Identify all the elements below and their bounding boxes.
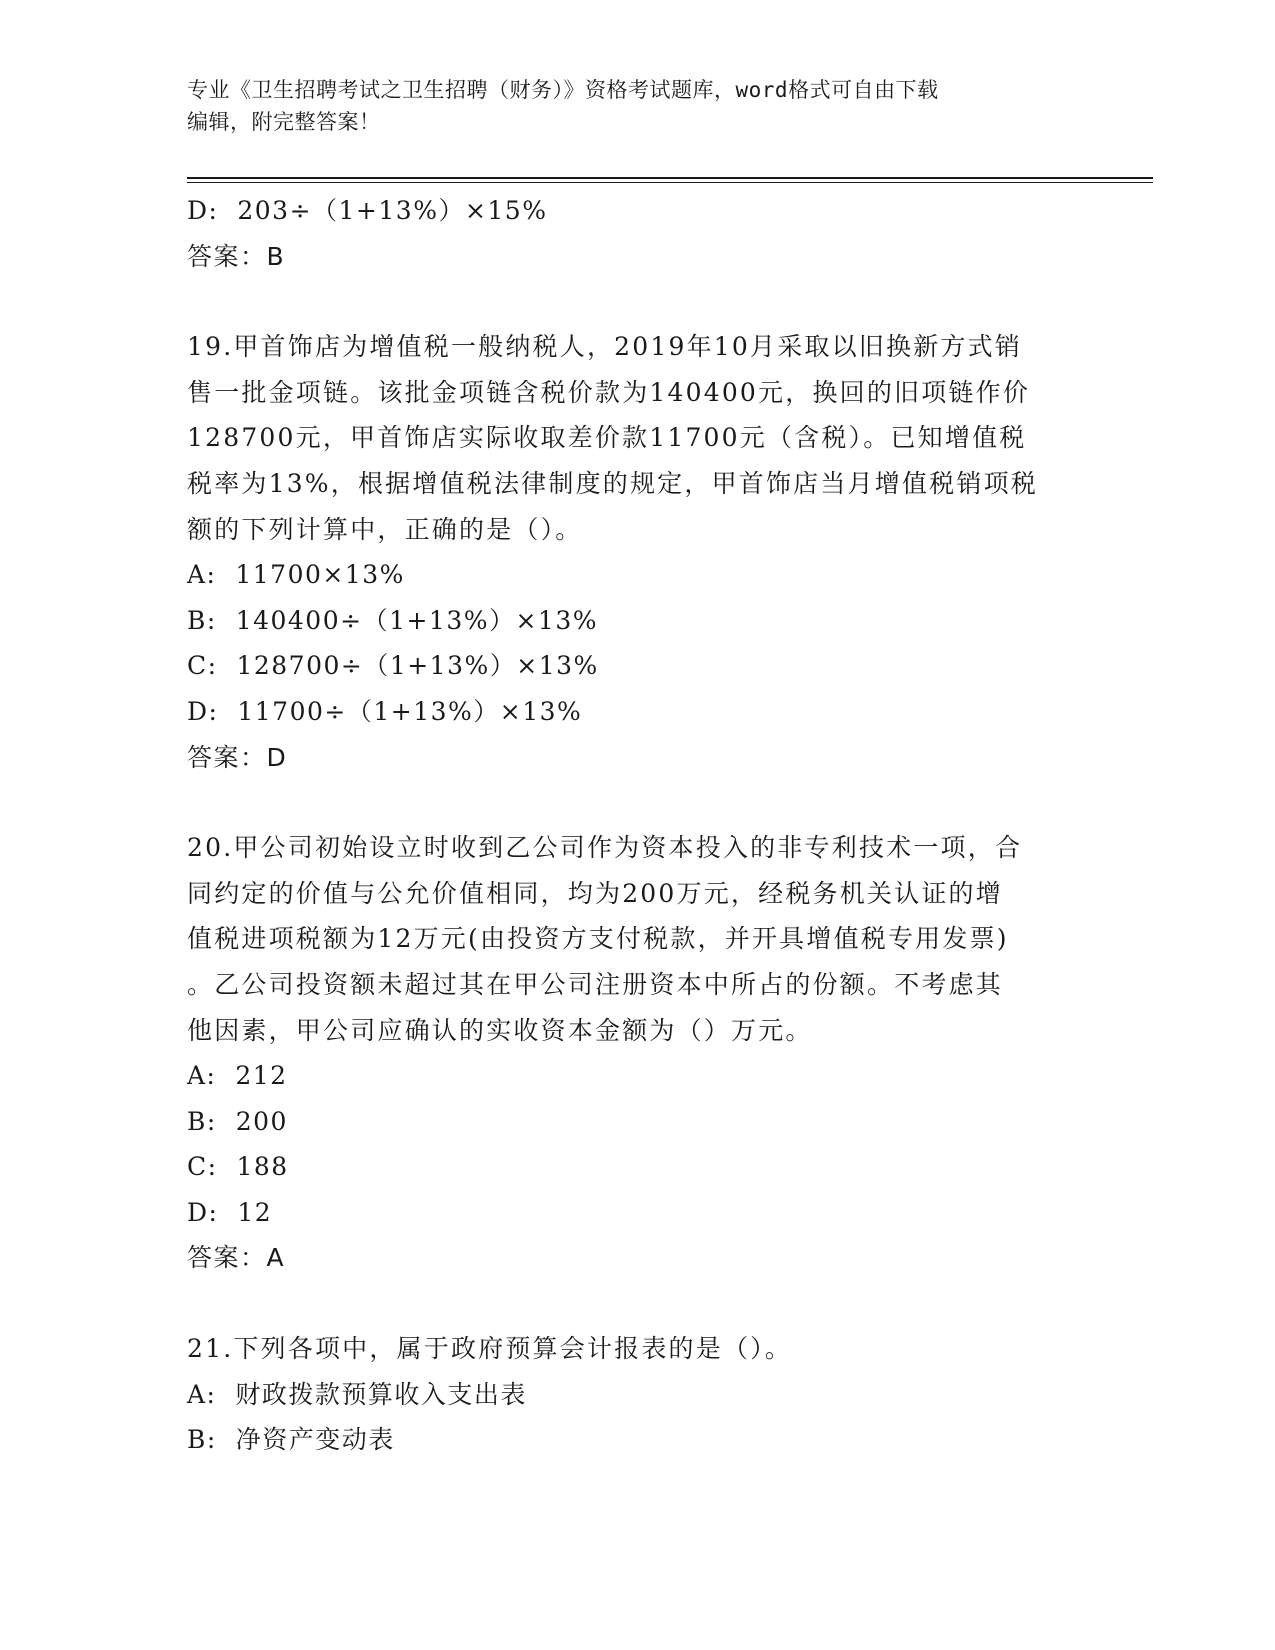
spacer — [187, 279, 1087, 324]
option-b: B: 净资产变动表 — [187, 1425, 395, 1455]
header-line-1: 专业《卫生招聘考试之卫生招聘（财务）》资格考试题库，word格式可自由下载 — [187, 78, 939, 102]
question-stem-line: 19.甲首饰店为增值税一般纳税人，2019年10月采取以旧换新方式销 — [187, 332, 1022, 362]
spacer — [187, 1281, 1087, 1326]
option-a: A: 212 — [187, 1061, 288, 1091]
option-b: B: 200 — [187, 1106, 288, 1136]
answer-line: 答案：B — [187, 241, 286, 271]
question-stem-line: 税率为13%，根据增值税法律制度的规定，甲首饰店当月增值税销项税 — [187, 468, 1038, 498]
document-body — [187, 188, 1087, 1463]
option-d: D: 11700÷（1+13%）×13% — [187, 696, 583, 726]
option-d: D: 12 — [187, 1197, 273, 1227]
question-21 — [187, 1326, 1087, 1463]
page-header — [187, 74, 1067, 138]
answer-line: 答案：A — [187, 1243, 286, 1273]
spacer — [187, 780, 1087, 825]
header-divider-thick — [187, 177, 1153, 179]
question-stem-line: 21.下列各项中，属于政府预算会计报表的是（）。 — [187, 1334, 793, 1364]
question-stem-line: 他因素，甲公司应确认的实收资本金额为（）万元。 — [187, 1015, 813, 1045]
answer-line: 答案：D — [187, 742, 288, 772]
option-c: C: 188 — [187, 1152, 289, 1182]
question-stem-line: 128700元，甲首饰店实际收取差价款11700元（含税）。已知增值税 — [187, 423, 1027, 453]
question-stem-line: 20.甲公司初始设立时收到乙公司作为资本投入的非专利技术一项，合 — [187, 833, 1023, 863]
header-divider-thin — [187, 182, 1153, 183]
question-19 — [187, 324, 1087, 780]
question-stem-line: 。乙公司投资额未超过其在甲公司注册资本中所占的份额。不考虑其 — [187, 969, 1004, 999]
prev-question-tail — [187, 188, 1087, 279]
header-line-2: 编辑，附完整答案！ — [187, 110, 381, 134]
question-stem-line: 同约定的价值与公允价值相同，均为200万元，经税务机关认证的增 — [187, 878, 1003, 908]
option-d: D: 203÷（1+13%）×15% — [187, 196, 548, 225]
option-c: C: 128700÷（1+13%）×13% — [187, 651, 599, 681]
question-stem-line: 额的下列计算中，正确的是（）。 — [187, 514, 583, 544]
option-a: A: 11700×13% — [187, 560, 405, 590]
question-stem-line: 值税进项税额为12万元(由投资方支付税款，并开具增值税专用发票) — [187, 924, 1009, 954]
option-b: B: 140400÷（1+13%）×13% — [187, 605, 599, 635]
question-20 — [187, 825, 1087, 1281]
option-a: A: 财政拨款预算收入支出表 — [187, 1379, 527, 1409]
question-stem-line: 售一批金项链。该批金项链含税价款为140400元，换回的旧项链作价 — [187, 377, 1031, 407]
